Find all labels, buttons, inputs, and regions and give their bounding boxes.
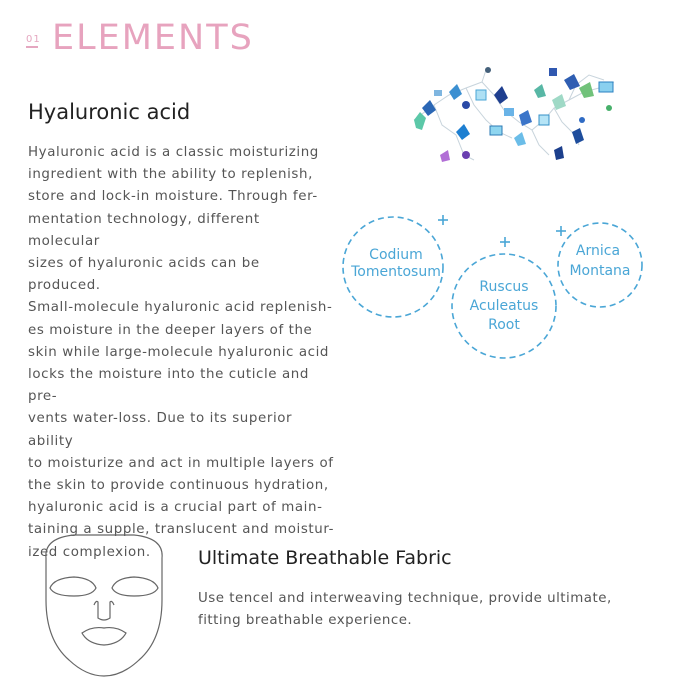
section-number: 01 — [26, 34, 41, 45]
ingredient-label: Aculeatus — [469, 298, 539, 314]
hyaluronic-line: skin while large-molecule hyaluronic acid — [28, 344, 330, 360]
ingredient-label: Ruscus — [479, 279, 529, 295]
hyaluronic-description — [28, 142, 336, 564]
ingredient-label: Root — [488, 317, 520, 333]
hyaluronic-line: hyaluronic acid is a crucial part of main- — [28, 500, 323, 516]
hyaluronic-line: vents water-loss. Due to its superior ability — [28, 411, 293, 449]
hyaluronic-line: es moisture in the deeper layers of the — [28, 322, 313, 338]
hyaluronic-line: Small-molecule hyaluronic acid replenish- — [28, 300, 333, 316]
hyaluronic-line: locks the moisture into the cuticle and pre- — [28, 367, 309, 405]
face-mask-icon — [34, 530, 174, 680]
hyaluronic-line: to moisturize and act in multiple layers of — [28, 455, 334, 471]
section-title: ELEMENTS — [52, 18, 254, 58]
ingredient-label: Arnica — [575, 243, 621, 259]
ingredient-label: Montana — [569, 263, 631, 279]
hyaluronic-line: store and lock-in moisture. Through fer- — [28, 189, 318, 205]
hyaluronic-line: mentation technology, different molecular — [28, 211, 260, 249]
fabric-line: fitting breathable experience. — [198, 613, 413, 628]
ingredient-label: Tomentosum — [351, 264, 441, 280]
fabric-description — [198, 588, 618, 632]
hyaluronic-line: ized complexion. — [28, 544, 151, 560]
section-number-underline — [26, 46, 38, 48]
fabric-line: Use tencel and interweaving technique, provide ultimate, — [198, 591, 612, 606]
molecule-illustration — [404, 60, 628, 180]
hyaluronic-line: ingredient with the ability to replenish, — [28, 167, 313, 183]
hyaluronic-title: Hyaluronic acid — [28, 100, 191, 124]
hyaluronic-line: Hyaluronic acid is a classic moisturizing — [28, 145, 319, 160]
fabric-title: Ultimate Breathable Fabric — [198, 547, 452, 569]
hyaluronic-line: the skin to provide continuous hydration, — [28, 478, 329, 494]
hyaluronic-line: taining a supple, translucent and moistur- — [28, 522, 335, 538]
ingredient-label: Codium — [369, 247, 423, 263]
ingredient-bubbles — [340, 205, 650, 375]
hyaluronic-line: sizes of hyaluronic acids can be produced. — [28, 256, 260, 294]
